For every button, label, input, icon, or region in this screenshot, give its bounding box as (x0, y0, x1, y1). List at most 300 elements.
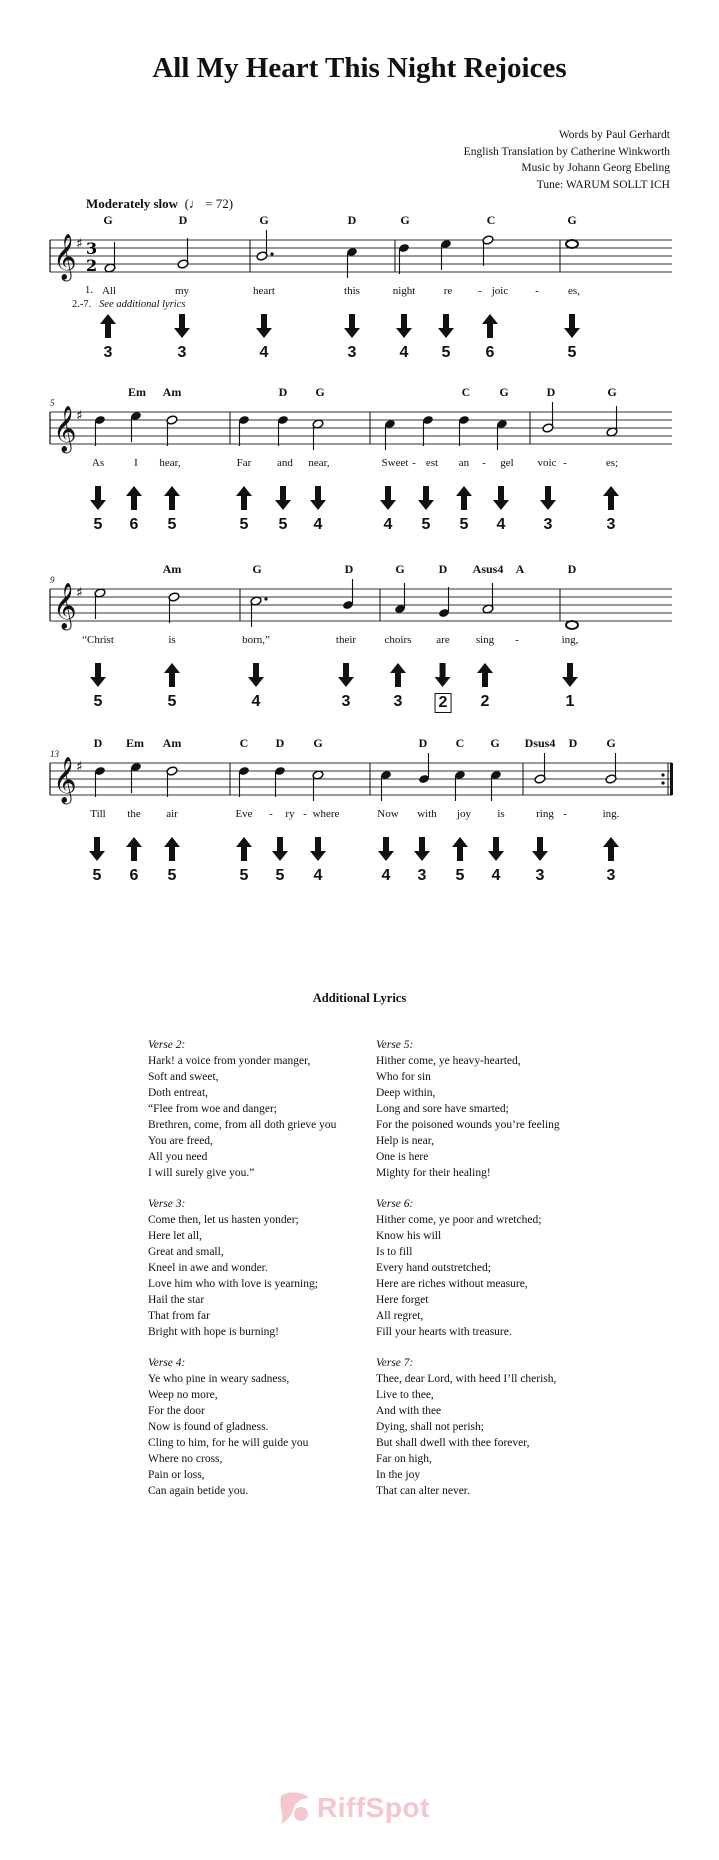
verse-block (148, 1355, 308, 1499)
hole-number: 3 (103, 344, 113, 361)
chord-symbol: A (515, 562, 525, 576)
system-number: 9 (50, 575, 55, 585)
hole-number: 5 (92, 867, 102, 884)
tempo-marking: Moderately slow (♩ = 72) (86, 196, 234, 211)
whole-note (566, 621, 578, 629)
lyric-syllable: voic (537, 457, 557, 469)
harmonica-tab (275, 486, 291, 534)
verse-line: Great and small, (148, 1246, 224, 1258)
verse-line: Kneel in awe and wonder. (148, 1262, 268, 1274)
arrow-down-icon (438, 314, 454, 338)
chord-symbol: D (93, 736, 103, 750)
arrow-down-icon (435, 663, 451, 687)
verse-line: Soft and sweet, (148, 1071, 219, 1083)
treble-clef-icon: 𝄞 (53, 234, 77, 280)
chord-symbol: D (568, 736, 578, 750)
system-number: 5 (50, 398, 55, 408)
chord-symbol: G (490, 736, 500, 750)
verse-block (376, 1037, 560, 1181)
lyric-syllable: ing. (602, 808, 620, 820)
chord-symbol: G (252, 562, 262, 576)
alt-verses-label (72, 299, 185, 310)
hole-number: 5 (455, 867, 465, 884)
credit-words: Words by Paul Gerhardt (558, 129, 670, 141)
lyric-syllable: air (166, 808, 178, 820)
lyric-syllable: and (277, 457, 293, 469)
hole-number: 3 (347, 344, 357, 361)
lyric-syllable: es, (568, 285, 580, 297)
chord-symbol: C (486, 213, 496, 227)
harmonica-tab (310, 486, 326, 534)
arrow-up-icon (164, 837, 180, 861)
arrow-down-icon (414, 837, 430, 861)
harmonica-tab (236, 837, 252, 885)
chord-symbol: Am (162, 736, 182, 750)
arrow-up-icon (236, 486, 252, 510)
chord-symbol: G (400, 213, 410, 227)
harmonica-tab (477, 663, 493, 711)
chord-symbol: D (567, 562, 577, 576)
chord-symbol: D (275, 736, 285, 750)
tempo-text: Moderately slow (86, 196, 179, 211)
verse-block (376, 1355, 556, 1499)
hole-number: 5 (93, 516, 103, 533)
staff (0, 402, 719, 462)
chord-symbol: G (606, 736, 616, 750)
verse-line: Know his will (376, 1230, 442, 1242)
arrow-up-icon (603, 486, 619, 510)
lyric-syllable: ring (536, 808, 554, 820)
verse-line: “Flee from woe and danger; (148, 1103, 278, 1115)
chord-symbol: C (455, 736, 465, 750)
lyric-syllable: - (303, 808, 307, 820)
verse-line: Here let all, (148, 1230, 202, 1242)
verse-line: Now is found of gladness. (148, 1421, 269, 1433)
arrow-down-icon (90, 663, 106, 687)
chord-symbol: Em (128, 385, 146, 399)
verse-title: Verse 5: (376, 1039, 414, 1051)
chord-symbol: D (546, 385, 556, 399)
lyric-syllable: es; (605, 457, 619, 469)
verse-line: Hark! a voice from yonder manger, (148, 1055, 311, 1067)
arrow-down-icon (418, 486, 434, 510)
lyric-syllable: ing, (561, 634, 579, 646)
chord-symbol: C (461, 385, 471, 399)
arrow-down-icon (532, 837, 548, 861)
chord-symbol: G (313, 736, 323, 750)
harmonica-tab (126, 837, 142, 885)
lyric-syllable: gel (500, 457, 514, 469)
harmonica-tab (456, 486, 472, 534)
verse-line: Here are riches without measure, (376, 1278, 528, 1290)
hole-number: 5 (421, 516, 431, 533)
lyric-syllable: I (134, 457, 138, 469)
harmonica-tab (338, 663, 354, 711)
arrow-down-icon (310, 837, 326, 861)
verse-line: Love him who with love is yearning; (148, 1278, 318, 1290)
lyric-syllable: All (101, 285, 117, 297)
system-number: 13 (50, 749, 59, 759)
verse-line: One is here (376, 1151, 429, 1163)
hole-number: 5 (93, 693, 103, 710)
arrow-up-icon (456, 486, 472, 510)
arrow-down-icon (493, 486, 509, 510)
verse-line: Bright with hope is burning! (148, 1326, 279, 1338)
hole-number: 3 (606, 867, 616, 884)
lyric-syllable: born,” (242, 634, 270, 646)
lyric-syllable: heart (253, 285, 275, 297)
chord-symbol: D (178, 213, 188, 227)
arrow-down-icon (338, 663, 354, 687)
lyric-syllable: As (91, 457, 105, 469)
arrow-down-icon (344, 314, 360, 338)
note-dot (264, 597, 267, 600)
harmonica-tab (378, 837, 394, 885)
arrow-up-icon (164, 486, 180, 510)
chord-symbol: G (567, 213, 577, 227)
harmonica-tab (90, 486, 106, 534)
alt-verses-text: See additional lyrics (99, 299, 186, 310)
arrow-down-icon (396, 314, 412, 338)
lyric-syllable: Now (377, 808, 399, 820)
chord-symbol: D (278, 385, 288, 399)
chord-symbol: C (239, 736, 249, 750)
lyric-syllable: - (535, 285, 539, 297)
hole-number: 4 (313, 516, 323, 533)
verse-line: Hither come, ye heavy-hearted, (376, 1055, 521, 1067)
hole-number: 5 (459, 516, 469, 533)
verse-line: Can again betide you. (148, 1485, 249, 1497)
verse-title: Verse 3: (148, 1198, 186, 1210)
arrow-down-icon (272, 837, 288, 861)
arrow-up-icon (164, 663, 180, 687)
verse-line: All you need (148, 1151, 208, 1163)
verse-line: Dying, shall not perish; (376, 1421, 484, 1433)
harmonica-tab (435, 663, 452, 713)
lyric-syllable: Eve (235, 808, 253, 820)
hole-number: 4 (313, 867, 323, 884)
lyric-syllable: night (392, 285, 416, 297)
lyric-syllable: - (482, 457, 486, 469)
lyric-syllable: re (443, 285, 453, 297)
hole-number: 4 (491, 867, 501, 884)
time-signature-bottom: 2 (86, 256, 98, 275)
alt-verses-number: 2.-7. (72, 299, 92, 310)
arrow-down-icon (488, 837, 504, 861)
riffspot-logo (275, 1788, 445, 1828)
chord-symbol: G (103, 213, 113, 227)
verse-line: Ye who pine in weary sadness, (148, 1373, 290, 1385)
verse-line: Is to fill (376, 1246, 413, 1258)
verse-line: Who for sin (376, 1071, 431, 1083)
hole-number: 4 (259, 344, 269, 361)
arrow-down-icon (310, 486, 326, 510)
verse-line: That can alter never. (376, 1485, 470, 1497)
verse-line: Weep no more, (148, 1389, 218, 1401)
lyric-syllable: is (497, 808, 505, 820)
harmonica-tab (438, 314, 454, 362)
harmonica-tab (488, 837, 504, 885)
chord-symbol: Am (162, 385, 182, 399)
harmonica-tab (564, 314, 580, 362)
lyric-syllable: are (436, 634, 450, 646)
verse-line: Doth entreat, (148, 1087, 209, 1099)
hole-number: 3 (341, 693, 351, 710)
hole-number: 4 (496, 516, 506, 533)
additional-lyrics-title: Additional Lyrics (312, 991, 407, 1005)
hole-number: 2 (480, 693, 490, 710)
arrow-up-icon (603, 837, 619, 861)
treble-clef-icon: 𝄞 (53, 583, 77, 629)
lyric-syllable: - (515, 634, 519, 646)
verse-title: Verse 7: (376, 1357, 414, 1369)
lyric-syllable: - (478, 285, 482, 297)
harmonica-tab (126, 486, 142, 534)
verse-line: Come then, let us hasten yonder; (148, 1214, 299, 1226)
time-signature-top: 3 (86, 239, 98, 258)
verse-line: Help is near, (376, 1135, 434, 1147)
lyric-syllable: their (335, 634, 357, 646)
lyric-syllable: sing (475, 634, 495, 646)
verse-line: Deep within, (376, 1087, 436, 1099)
harmonica-tab (310, 837, 326, 885)
harmonica-tab (418, 486, 434, 534)
hole-number: 5 (441, 344, 451, 361)
verse-line: Hither come, ye poor and wretched; (376, 1214, 542, 1226)
arrow-down-icon (275, 486, 291, 510)
lyric-syllable: - (269, 808, 273, 820)
lyric-syllable: hear, (159, 457, 181, 469)
arrow-down-icon (562, 663, 578, 687)
hole-number: 4 (383, 516, 393, 533)
harmonica-tab (396, 314, 412, 362)
chord-symbol: G (499, 385, 509, 399)
chord-symbol: Dsus4 (524, 736, 556, 750)
hole-number: 5 (167, 693, 177, 710)
chord-symbol: Em (126, 736, 144, 750)
lyric-syllable: est (425, 457, 439, 469)
hole-number: 5 (167, 516, 177, 533)
verse-line: Long and sore have smarted; (376, 1103, 509, 1115)
harmonica-tab (248, 663, 264, 711)
harmonica-tab (390, 663, 406, 711)
verse-block (376, 1196, 541, 1340)
hole-number: 5 (239, 867, 249, 884)
harmonica-tab (532, 837, 548, 885)
hole-number: 3 (393, 693, 403, 710)
arrow-down-icon (174, 314, 190, 338)
hole-number: 5 (567, 344, 577, 361)
hole-number: 3 (535, 867, 545, 884)
verse-line: And with thee (376, 1405, 442, 1417)
chord-symbol: Asus4 (472, 562, 504, 576)
verse-title: Verse 4: (148, 1357, 186, 1369)
arrow-up-icon (390, 663, 406, 687)
chord-symbol: G (259, 213, 269, 227)
repeat-dot (661, 781, 664, 784)
verse-line: Hail the star (148, 1294, 205, 1306)
chord-symbol: D (347, 213, 357, 227)
hole-number: 5 (275, 867, 285, 884)
harmonica-tab (540, 486, 556, 534)
lyric-syllable: - (412, 457, 416, 469)
lyric-syllable: ry (285, 808, 295, 820)
arrow-down-icon (564, 314, 580, 338)
harmonica-tab (89, 837, 105, 885)
lyric-syllable: with (417, 808, 437, 820)
verse-line: Every hand outstretched; (376, 1262, 491, 1274)
hole-number: 3 (543, 516, 553, 533)
harmonica-tab (562, 663, 578, 711)
harmonica-tab (174, 314, 190, 362)
harmonica-tab (164, 663, 180, 711)
arrow-up-icon (126, 837, 142, 861)
verse-line: Live to thee, (376, 1389, 434, 1401)
lyric-syllable: joic (491, 285, 509, 297)
arrow-down-icon (540, 486, 556, 510)
harmonica-tab (100, 314, 116, 362)
verse-line: For the door (148, 1405, 205, 1417)
hole-number: 3 (417, 867, 427, 884)
key-sharp-icon: ♯ (76, 408, 83, 424)
harmonica-tab (493, 486, 509, 534)
verse-line: All regret, (376, 1310, 424, 1322)
note-dot (270, 252, 273, 255)
chord-symbol: G (395, 562, 405, 576)
lyric-syllable: - (563, 457, 567, 469)
credit-translation: English Translation by Catherine Winkworth (463, 145, 670, 158)
harmonica-tab (414, 837, 430, 885)
harmonica-tab (452, 837, 468, 885)
arrow-up-icon (236, 837, 252, 861)
hole-number: 5 (167, 867, 177, 884)
lyric-syllable: Far (236, 457, 252, 469)
staff (0, 579, 719, 639)
lyric-syllable: the (127, 808, 141, 820)
harmonica-tab (90, 663, 106, 711)
verse-line: For the poisoned wounds you’re feeling (376, 1119, 560, 1131)
tempo-bpm: 72 (215, 196, 229, 211)
key-sharp-icon: ♯ (76, 236, 83, 252)
verse-line: But shall dwell with thee forever, (376, 1437, 530, 1449)
chord-symbol: G (315, 385, 325, 399)
harmonica-tab (236, 486, 252, 534)
arrow-up-icon (452, 837, 468, 861)
arrow-down-icon (380, 486, 396, 510)
verse-line: Pain or loss, (148, 1469, 205, 1481)
hole-number: 3 (606, 516, 616, 533)
verse-line: You are freed, (148, 1135, 213, 1147)
verse-line: Fill your hearts with treasure. (376, 1326, 512, 1338)
lyric-syllable: joy (456, 808, 472, 820)
harmonica-tab (344, 314, 360, 362)
treble-clef-icon: 𝄞 (53, 757, 77, 803)
hole-number: 6 (485, 344, 495, 361)
verse-line: Far on high, (376, 1453, 432, 1465)
harmonica-tab (164, 837, 180, 885)
hole-number: 5 (278, 516, 288, 533)
lyric-syllable: this (344, 285, 360, 297)
logo-text: RiffSpot (317, 1792, 430, 1823)
lyric-syllable: near, (308, 457, 330, 469)
hole-number: 4 (251, 693, 261, 710)
verse-line: Brethren, come, from all doth grieve you (148, 1119, 337, 1131)
lyric-syllable: Sweet (381, 457, 409, 469)
lyric-syllable: where (312, 808, 340, 820)
verse-block (148, 1196, 318, 1340)
key-sharp-icon: ♯ (76, 585, 83, 601)
arrow-up-icon (126, 486, 142, 510)
credit-music: Music by Johann Georg Ebeling (521, 162, 670, 174)
song-credits (464, 127, 670, 193)
harmonica-tab (380, 486, 396, 534)
whole-note (566, 240, 578, 248)
lyric-syllable: - (563, 808, 567, 820)
lyric-syllable: an (458, 457, 470, 469)
arrow-down-icon (90, 486, 106, 510)
harmonica-tab (164, 486, 180, 534)
treble-clef-icon: 𝄞 (53, 406, 77, 452)
key-sharp-icon: ♯ (76, 759, 83, 775)
staff (0, 753, 719, 813)
verse-number: 1. (85, 285, 93, 296)
hole-number: 3 (177, 344, 187, 361)
lyric-syllable: choirs (384, 634, 412, 646)
harmonica-tab (482, 314, 498, 362)
hole-number: 6 (129, 867, 139, 884)
verse-line: Here forget (376, 1294, 429, 1306)
harmonica-tab (603, 837, 619, 885)
hole-number: 6 (129, 516, 139, 533)
verse-line: Where no cross, (148, 1453, 223, 1465)
arrow-down-icon (248, 663, 264, 687)
arrow-up-icon (100, 314, 116, 338)
staff (0, 230, 719, 290)
arrow-down-icon (89, 837, 105, 861)
verse-title: Verse 6: (376, 1198, 414, 1210)
lyric-syllable: Till (90, 808, 106, 820)
hole-number: 5 (239, 516, 249, 533)
lyric-syllable: my (174, 285, 190, 297)
chord-symbol: D (418, 736, 428, 750)
verse-line: That from far (148, 1310, 210, 1322)
chord-symbol: D (438, 562, 448, 576)
repeat-dot (661, 773, 664, 776)
hole-number: 4 (399, 344, 409, 361)
lyric-syllable: “Christ (82, 634, 114, 646)
verse-block (148, 1037, 336, 1181)
credit-tune: Tune: WARUM SOLLT ICH (536, 178, 670, 191)
hole-number: 2 (435, 693, 452, 713)
final-bar-thick (670, 763, 673, 795)
arrow-up-icon (482, 314, 498, 338)
verse-line: I will surely give you.” (148, 1167, 255, 1179)
arrow-up-icon (477, 663, 493, 687)
verse-title: Verse 2: (148, 1039, 186, 1051)
harmonica-tab (272, 837, 288, 885)
chord-symbol: G (607, 385, 617, 399)
arrow-down-icon (256, 314, 272, 338)
chord-symbol: D (344, 562, 354, 576)
verse-line: Mighty for their healing! (376, 1167, 491, 1179)
chord-symbol: Am (162, 562, 182, 576)
verse-line: Cling to him, for he will guide you (148, 1437, 309, 1449)
lyric-syllable: is (168, 634, 176, 646)
verse-line: Thee, dear Lord, with heed I’ll cherish, (376, 1373, 557, 1385)
harmonica-tab (256, 314, 272, 362)
harmonica-tab (603, 486, 619, 534)
arrow-down-icon (378, 837, 394, 861)
